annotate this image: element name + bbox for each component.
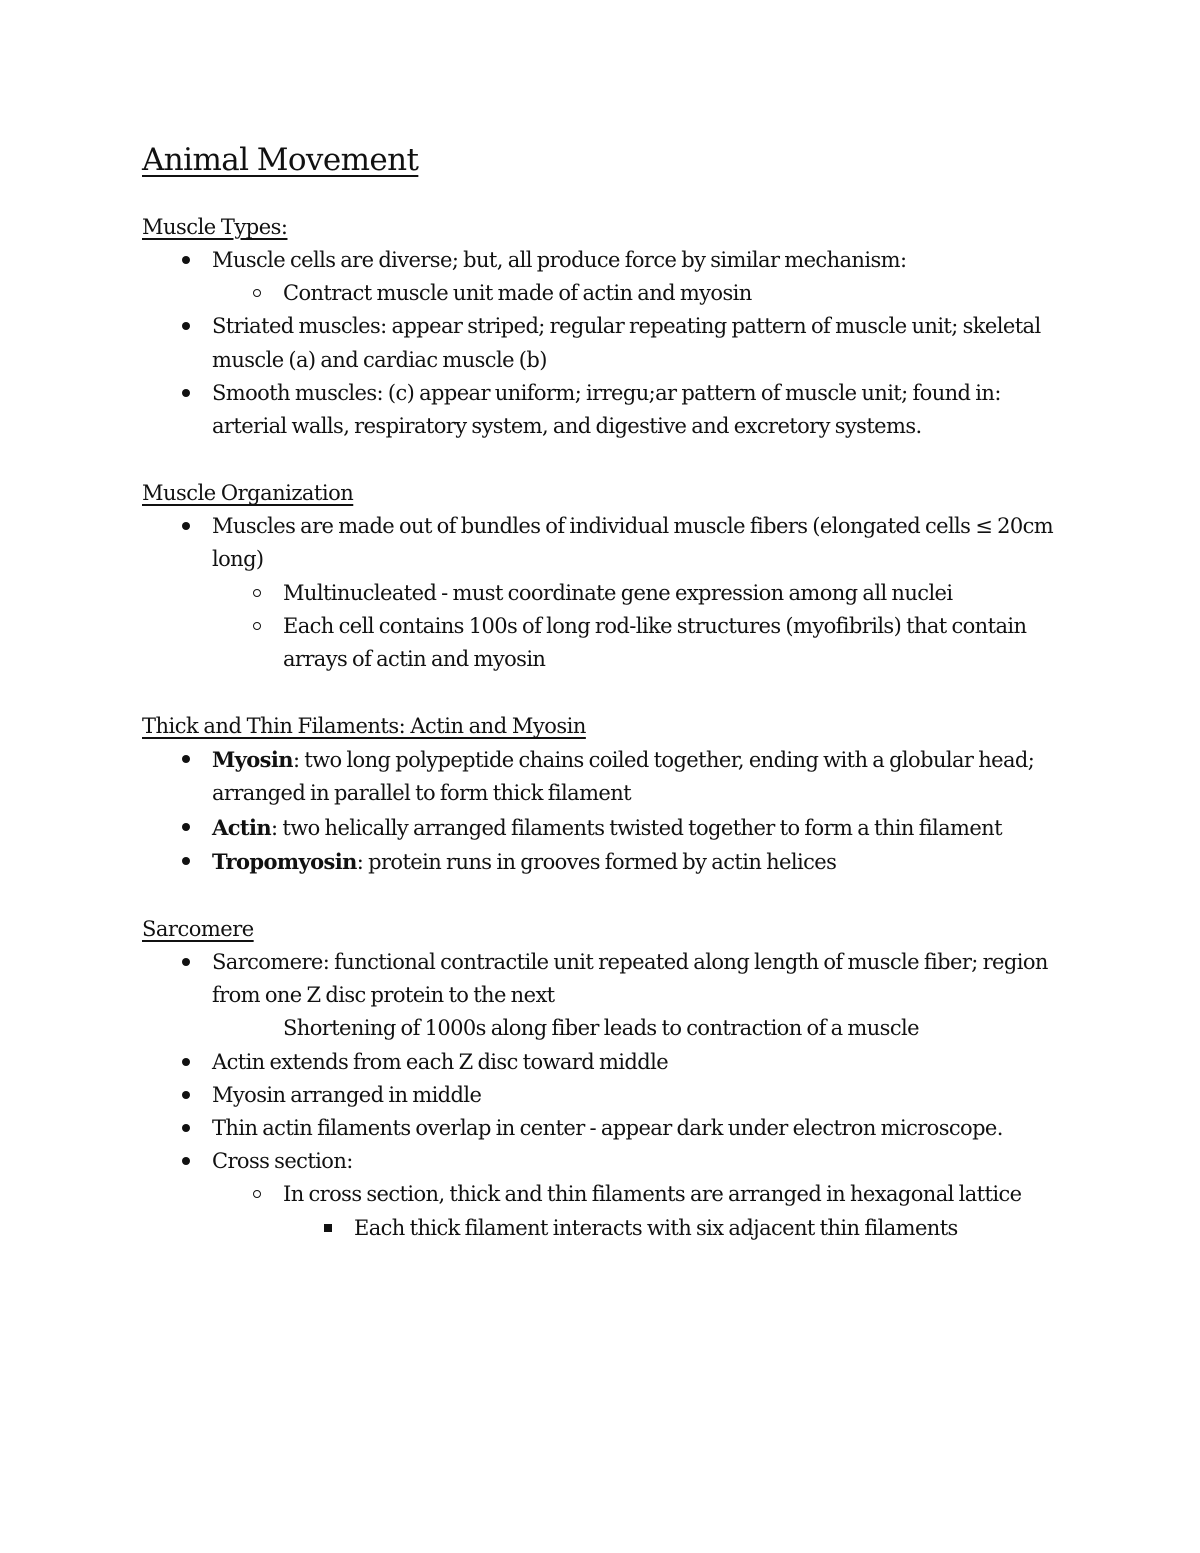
- list-item: [142, 610, 1062, 676]
- bullet-icon: [176, 845, 196, 878]
- list-item: [142, 845, 1062, 879]
- bullet-list: [142, 510, 1062, 676]
- list-item-text: : protein runs in grooves formed by actin helices: [356, 849, 837, 874]
- bullet-icon: [176, 310, 196, 343]
- list-item: [142, 743, 1062, 810]
- list-item-text: Each thick filament interacts with six adjacent thin filaments: [354, 1215, 958, 1240]
- term-label: Myosin: [212, 747, 293, 773]
- section-heading: Muscle Types:: [142, 215, 288, 239]
- list-item: [142, 1178, 1062, 1211]
- list-item-text: Sarcomere: functional contractile unit repeated along length of muscle fiber; region from one Z disc protein to the next: [212, 950, 1048, 1008]
- page-title: Animal Movement: [142, 142, 419, 178]
- hollow-bullet-icon: [247, 1178, 267, 1211]
- bullet-icon: [176, 1046, 196, 1079]
- section-heading: Sarcomere: [142, 917, 254, 942]
- list-item: [142, 1046, 1062, 1079]
- section-heading: Thick and Thin Filaments: Actin and Myosin: [142, 714, 586, 739]
- section-heading: Muscle Organization: [142, 481, 354, 506]
- section-muscle-types: [142, 211, 1062, 443]
- hollow-bullet-icon: [247, 610, 267, 643]
- list-item-text: Actin extends from each Z disc toward middle: [212, 1049, 669, 1074]
- bullet-icon: [176, 811, 196, 844]
- list-item-text: Cross section:: [212, 1149, 353, 1174]
- list-item-text: Striated muscles: appear striped; regular repeating pattern of muscle unit; skeletal muscle (a) and cardiac muscle (b): [212, 314, 1041, 372]
- term-label: Tropomyosin: [212, 848, 357, 874]
- list-item: [142, 946, 1062, 1012]
- list-item: [142, 1012, 1062, 1045]
- term-label: Actin: [212, 814, 272, 840]
- document-page: [142, 140, 1062, 1245]
- list-item: [142, 1079, 1062, 1112]
- square-bullet-icon: [318, 1212, 338, 1245]
- bullet-icon: [176, 946, 196, 979]
- list-item-text: In cross section, thick and thin filaments are arranged in hexagonal lattice: [283, 1182, 1022, 1207]
- list-item-text: Multinucleated - must coordinate gene expression among all nuclei: [283, 580, 953, 605]
- list-item: [142, 577, 1062, 610]
- bullet-icon: [176, 743, 196, 776]
- section-thick-thin-filaments: [142, 710, 1062, 879]
- bullet-icon: [176, 1112, 196, 1145]
- list-item: [142, 244, 1062, 277]
- list-item-text: Muscles are made out of bundles of individual muscle fibers (elongated cells ≤ 20cm long): [212, 514, 1054, 572]
- list-item: [142, 277, 1062, 310]
- bullet-list: [142, 244, 1062, 443]
- bullet-list: [142, 946, 1062, 1245]
- list-item-text: Muscle cells are diverse; but, all produce force by similar mechanism:: [212, 248, 907, 272]
- list-item-text: : two helically arranged filaments twisted together to form a thin filament: [271, 815, 1002, 840]
- bullet-icon: [176, 244, 196, 277]
- list-item-text: Thin actin filaments overlap in center - appear dark under electron microscope.: [212, 1116, 1003, 1141]
- bullet-icon: [176, 1145, 196, 1178]
- hollow-bullet-icon: [247, 577, 267, 610]
- section-sarcomere: [142, 913, 1062, 1245]
- list-item-text: : two long polypeptide chains coiled together, ending with a globular head; arranged in parallel to form thick filament: [212, 748, 1035, 806]
- bullet-icon: [176, 510, 196, 543]
- list-item: [142, 377, 1062, 443]
- section-muscle-organization: [142, 477, 1062, 676]
- bullet-icon: [176, 1079, 196, 1112]
- list-item-text: Shortening of 1000s along fiber leads to contraction of a muscle: [283, 1016, 919, 1041]
- bullet-list: [142, 743, 1062, 879]
- bullet-icon: [176, 377, 196, 410]
- list-item-text: Smooth muscles: (c) appear uniform; irregu;ar pattern of muscle unit; found in: arterial walls, respiratory system, and digestive and excretory systems.: [212, 380, 1001, 439]
- list-item-text: Myosin arranged in middle: [212, 1082, 482, 1107]
- list-item: [142, 1112, 1062, 1145]
- list-item-text: Contract muscle unit made of actin and myosin: [283, 281, 752, 306]
- list-item: [142, 310, 1062, 376]
- list-item: [142, 1145, 1062, 1178]
- list-item: [142, 811, 1062, 845]
- list-item: [142, 1212, 1062, 1245]
- list-item: [142, 510, 1062, 576]
- list-item-text: Each cell contains 100s of long rod-like structures (myofibrils) that contain arrays of actin and myosin: [283, 613, 1027, 672]
- hollow-bullet-icon: [247, 277, 267, 310]
